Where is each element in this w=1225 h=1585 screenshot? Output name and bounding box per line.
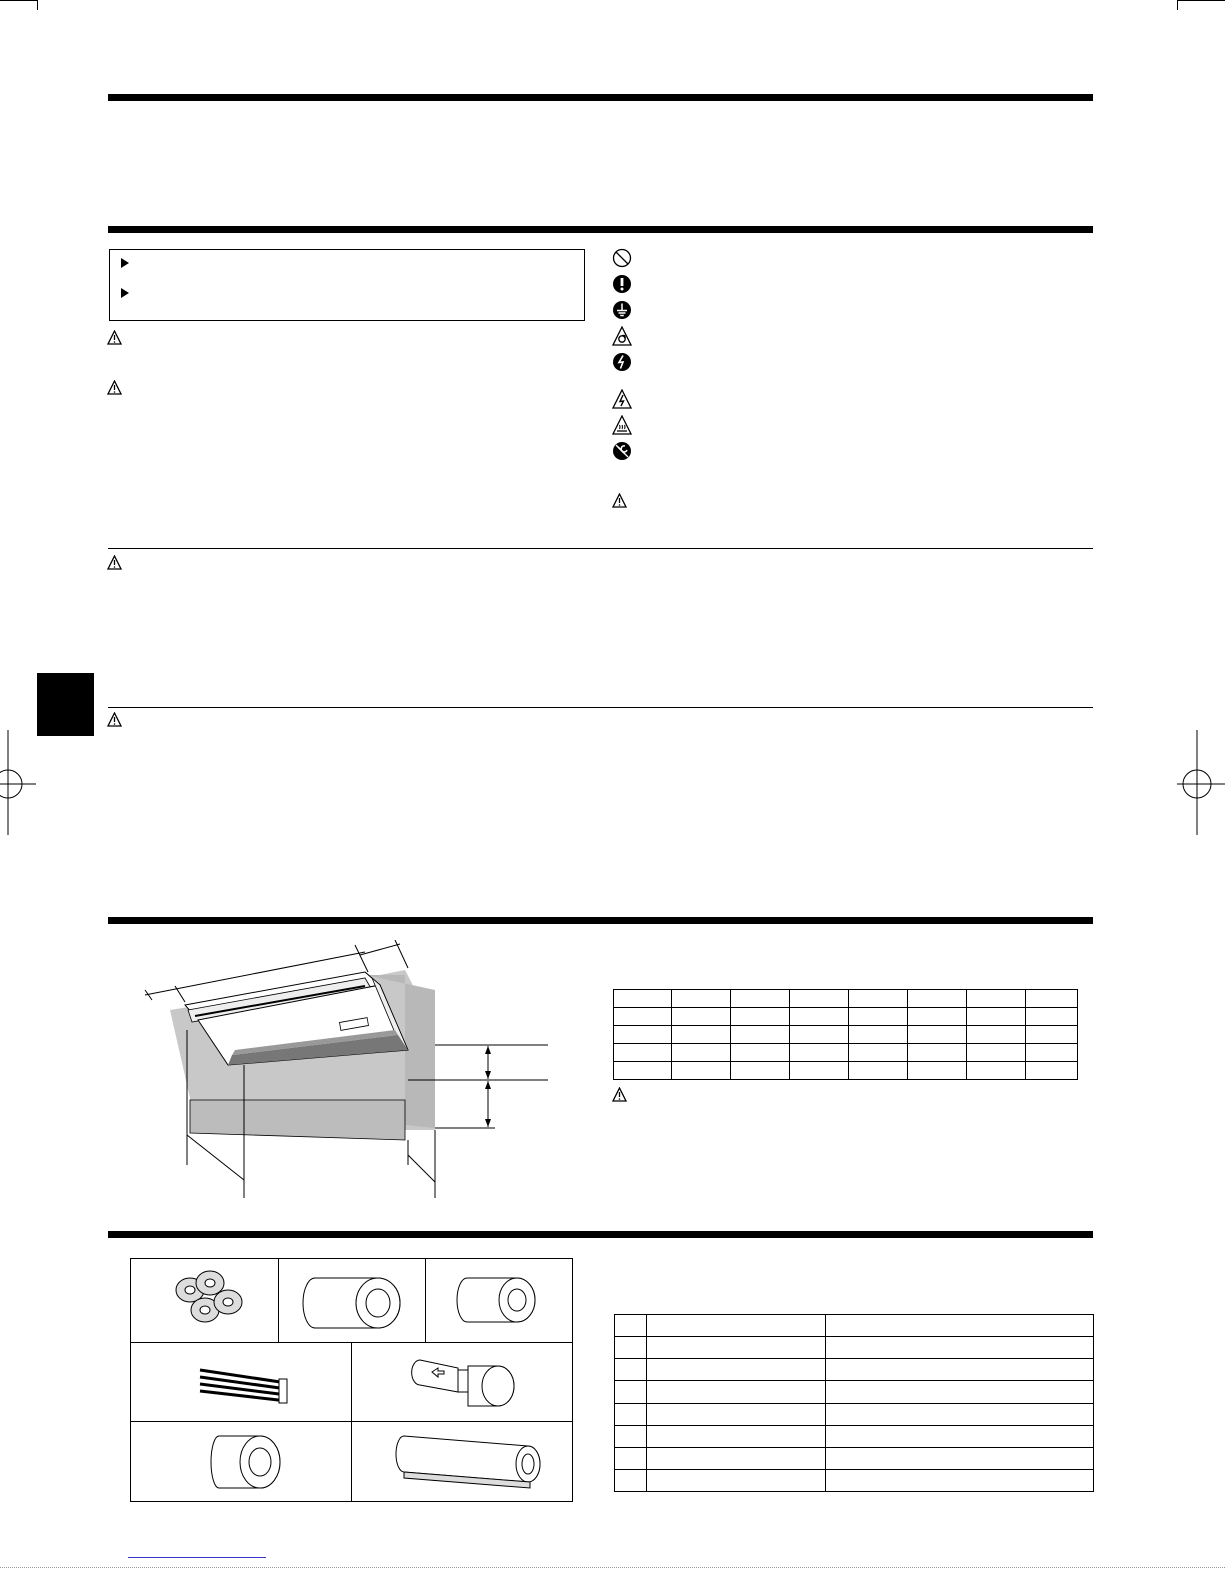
no-disassembly-icon [612,441,632,461]
accessory-table [614,1314,1094,1492]
table-row [614,1062,1078,1080]
warning-triangle-icon [612,1087,627,1102]
table-row [614,1044,1078,1062]
section-rule-3 [108,917,1093,924]
divider-1 [108,548,1093,549]
table-row [614,1026,1078,1044]
table-row [615,1469,1094,1491]
hot-surface-icon [612,415,632,435]
accessories-divider [425,1258,426,1342]
triangle-right-icon [120,288,130,298]
section-rule-1 [108,94,1093,101]
accessories-divider [351,1342,352,1502]
installation-space-diagram [140,940,560,1205]
insulation-pipe-small-icon [452,1268,542,1328]
warning-triangle-icon [107,555,122,570]
table-row [615,1315,1094,1337]
warning-triangle-icon [107,712,122,727]
table-row [614,990,1078,1008]
cable-bands-icon [195,1355,295,1405]
registration-mark-left [0,730,40,840]
accessories-divider [278,1258,279,1342]
warning-triangle-icon [107,330,122,345]
triangle-right-icon [120,258,130,268]
ground-icon [612,300,632,320]
crop-mark-top-left-v [37,0,38,10]
table-row [615,1447,1094,1469]
footer-rule [0,1567,1225,1568]
crop-mark-top-right-v [1177,0,1178,10]
mandatory-action-icon [612,274,632,294]
section-rule-2 [108,226,1093,233]
table-row [614,1008,1078,1026]
warning-triangle-icon [107,380,122,395]
crop-mark-top-right [1177,0,1225,1]
table-row [615,1425,1094,1447]
insulation-sheet-roll-icon [390,1428,550,1490]
fan-hazard-icon [612,326,632,346]
table-row [615,1403,1094,1425]
clearance-table [613,989,1078,1080]
prohibited-icon [612,248,632,268]
electric-shock-icon [612,352,632,372]
footer-link-underline[interactable] [128,1557,266,1558]
registration-mark-right [1177,730,1225,840]
washers-icon [170,1268,250,1330]
table-row [615,1337,1094,1359]
table-row [615,1381,1094,1403]
high-voltage-icon [612,389,632,409]
insulation-sleeve-icon [205,1428,285,1493]
warning-triangle-icon [612,493,627,508]
language-tab [37,673,94,736]
drain-socket-icon [410,1350,520,1412]
safety-notice-box [109,249,585,321]
crop-mark-top-left [0,0,37,1]
divider-2 [108,707,1093,708]
insulation-pipe-large-icon [300,1268,405,1333]
section-rule-4 [108,1231,1093,1238]
table-row [615,1359,1094,1381]
